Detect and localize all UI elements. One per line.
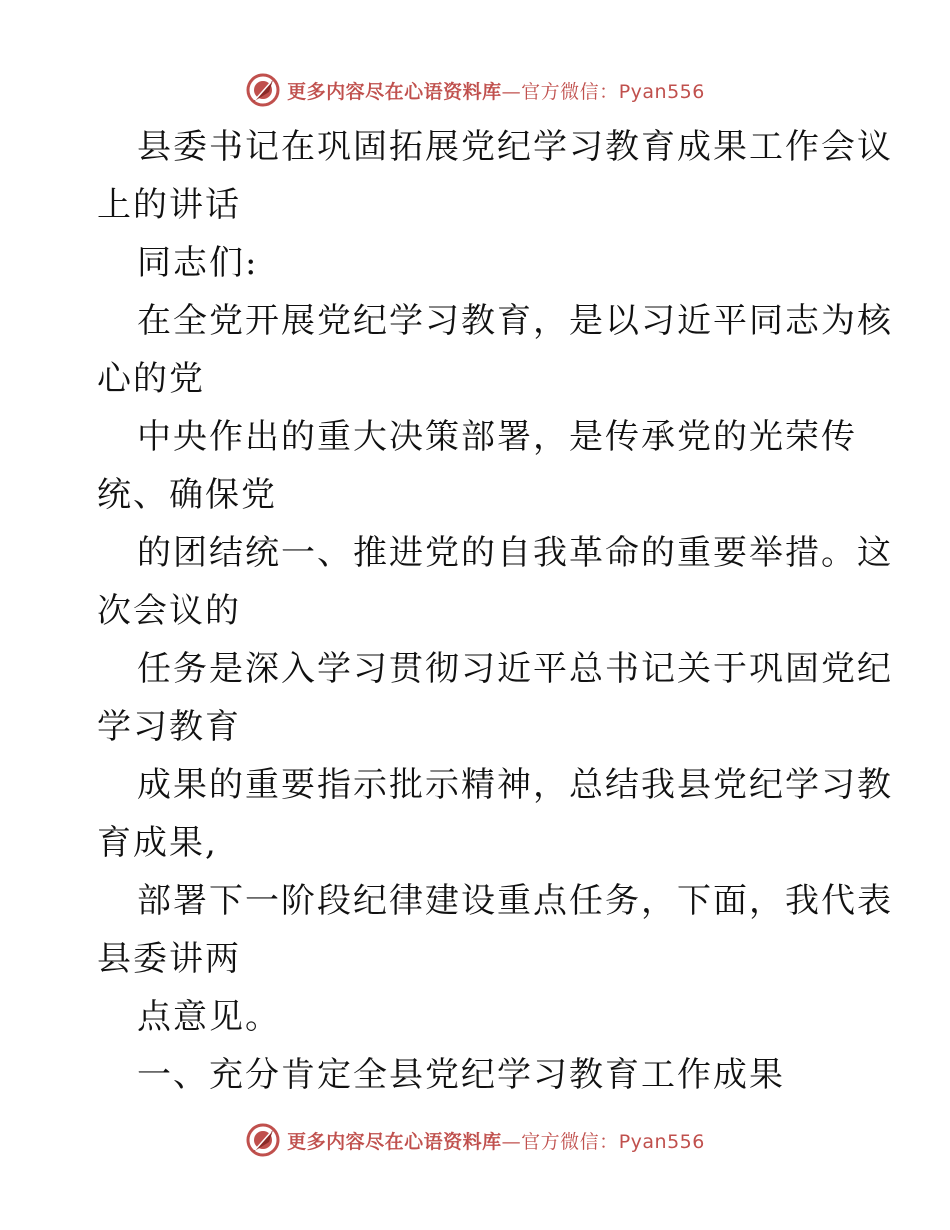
watermark-wechat-label: 官方微信： (521, 1130, 619, 1153)
text-line: 在全党开展党纪学习教育，是以习近平同志为核 (137, 301, 893, 341)
text-line: 上的讲话 (97, 185, 241, 225)
watermark-wechat-label: 官方微信： (521, 80, 619, 103)
text-line: 任务是深入学习贯彻习近平总书记关于巩固党纪 (137, 649, 893, 689)
text-line: 点意见。 (137, 997, 281, 1037)
text-line: 次会议的 (97, 591, 241, 631)
watermark-text (287, 77, 705, 104)
quill-logo-icon (245, 72, 281, 108)
watermark-wechat-id: Pyan556 (618, 1130, 705, 1153)
text-line: 部署下一阶段纪律建设重点任务，下面，我代表 (137, 881, 893, 921)
text-line: 县委讲两 (97, 939, 241, 979)
watermark-wechat-id: Pyan556 (618, 80, 705, 103)
quill-logo-icon (245, 1122, 281, 1158)
text-line: 心的党 (97, 359, 205, 399)
text-line: 统、确保党 (97, 475, 277, 515)
footer-watermark (0, 1120, 950, 1160)
text-line: 育成果, (97, 823, 218, 863)
text-line: 的团结统一、推进党的自我革命的重要举措。这 (137, 533, 893, 573)
watermark-text (287, 1127, 705, 1154)
watermark-main-text: 更多内容尽在心语资料库 (287, 80, 502, 103)
watermark-main-text: 更多内容尽在心语资料库 (287, 1130, 502, 1153)
text-line: 同志们: (137, 243, 259, 283)
text-line: 一、充分肯定全县党纪学习教育工作成果 (137, 1055, 785, 1095)
document-body (97, 118, 893, 1104)
text-line: 县委书记在巩固拓展党纪学习教育成果工作会议 (137, 127, 893, 167)
header-watermark (0, 70, 950, 110)
text-line: 中央作出的重大决策部署，是传承党的光荣传 (137, 417, 857, 457)
watermark-separator: — (501, 80, 522, 103)
text-line: 成果的重要指示批示精神，总结我县党纪学习教 (137, 765, 893, 805)
text-line: 学习教育 (97, 707, 241, 747)
watermark-separator: — (501, 1130, 522, 1153)
